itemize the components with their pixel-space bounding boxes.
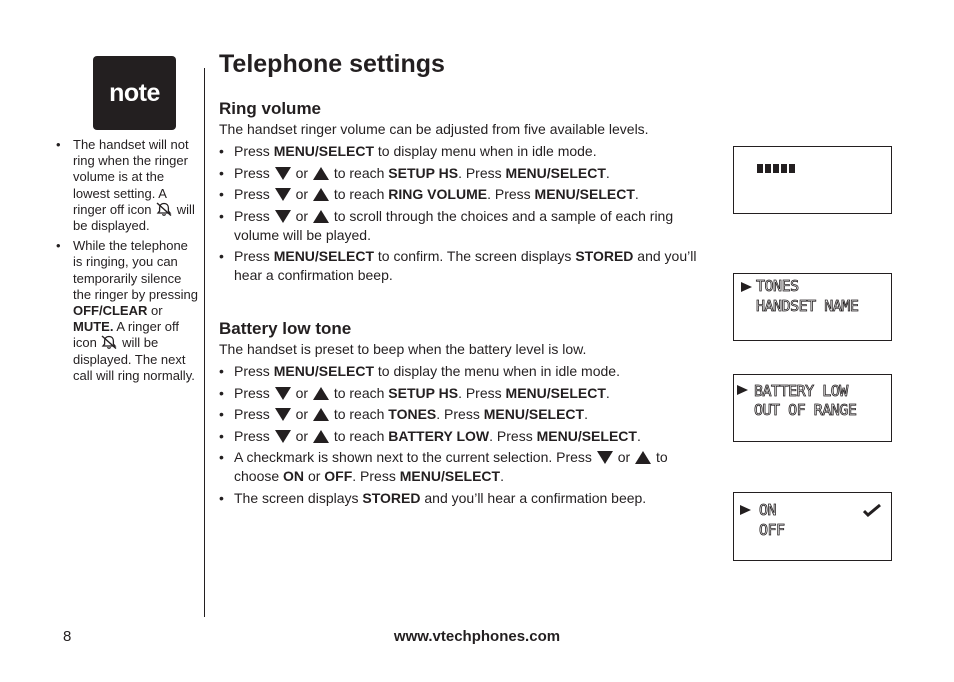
- down-arrow-icon: [275, 188, 291, 201]
- down-arrow-icon: [597, 451, 613, 464]
- checkmark-icon: [863, 503, 881, 517]
- volume-bar: [757, 164, 763, 173]
- down-arrow-icon: [275, 387, 291, 400]
- up-arrow-icon: [313, 408, 329, 421]
- selection-arrow-icon: [737, 385, 748, 395]
- lcd-line: OFF: [759, 521, 785, 539]
- lcd-line: HANDSET NAME: [756, 297, 859, 315]
- selection-arrow-icon: [741, 282, 752, 292]
- volume-level-bars: [757, 164, 795, 173]
- up-arrow-icon: [313, 387, 329, 400]
- lcd-screen-battery: [733, 374, 892, 442]
- selection-arrow-icon: [740, 505, 751, 515]
- down-arrow-icon: [275, 408, 291, 421]
- step-item: • Press or to reach RING VOLUME. Press MENU/SELECT.: [219, 185, 709, 204]
- page-title: Telephone settings: [219, 50, 445, 78]
- ringer-off-icon: [155, 202, 173, 216]
- ringer-off-icon: [100, 335, 118, 349]
- volume-bar: [789, 164, 795, 173]
- battery-low-heading: Battery low tone: [219, 319, 352, 338]
- battery-low-intro: The handset is preset to beep when the battery level is low.: [219, 341, 587, 357]
- footer-url: www.vtechphones.com: [393, 628, 561, 645]
- sidebar-notes: [56, 137, 198, 388]
- step-item: • Press MENU/SELECT to display the menu when in idle mode.: [219, 362, 709, 381]
- lcd-screen-tones: [733, 273, 892, 341]
- page-number: 8: [63, 628, 72, 645]
- step-item: • Press MENU/SELECT to confirm. The screen displays STORED and you’ll hear a confirmation beep.: [219, 247, 709, 285]
- step-item: • Press or to reach SETUP HS. Press MENU/SELECT.: [219, 384, 709, 403]
- step-item: • Press or to reach SETUP HS. Press MENU/SELECT.: [219, 164, 709, 183]
- volume-bar: [765, 164, 771, 173]
- lcd-line: TONES: [756, 277, 799, 295]
- up-arrow-icon: [313, 430, 329, 443]
- step-item: • A checkmark is shown next to the current selection. Press or to choose ON or OFF. Press MENU/SELECT.: [219, 448, 709, 486]
- lcd-line: BATTERY LOW: [754, 382, 848, 400]
- volume-bar: [773, 164, 779, 173]
- up-arrow-icon: [313, 167, 329, 180]
- battery-low-steps: [219, 362, 709, 510]
- column-divider: [204, 68, 205, 617]
- ring-volume-heading: Ring volume: [219, 99, 322, 118]
- step-item: • Press or to reach TONES. Press MENU/SELECT.: [219, 405, 709, 424]
- up-arrow-icon: [635, 451, 651, 464]
- up-arrow-icon: [313, 188, 329, 201]
- lcd-screen-onoff: [733, 492, 892, 561]
- sidebar-tip: • The handset will not ring when the ringer volume is at the lowest setting. A ringer off icon will be displayed.: [56, 137, 198, 234]
- up-arrow-icon: [313, 210, 329, 223]
- step-item: • Press or to reach BATTERY LOW. Press MENU/SELECT.: [219, 427, 709, 446]
- down-arrow-icon: [275, 167, 291, 180]
- note-badge: [93, 56, 176, 130]
- step-item: • The screen displays STORED and you’ll hear a confirmation beep.: [219, 489, 709, 508]
- down-arrow-icon: [275, 430, 291, 443]
- lcd-line: OUT OF RANGE: [754, 401, 857, 419]
- sidebar-tip: • While the telephone is ringing, you can temporarily silence the ringer by pressing OFF/CLEAR or MUTE. A ringer off icon will be displayed. The next call will ring normally.: [56, 238, 198, 384]
- step-item: • Press MENU/SELECT to display menu when in idle mode.: [219, 142, 709, 161]
- note-label: note: [109, 78, 160, 107]
- step-item: • Press or to scroll through the choices and a sample of each ring volume will be played.: [219, 207, 709, 245]
- lcd-screen-volume: [733, 146, 892, 214]
- ring-volume-intro: The handset ringer volume can be adjusted from five available levels.: [219, 121, 649, 137]
- ring-volume-steps: [219, 142, 709, 288]
- down-arrow-icon: [275, 210, 291, 223]
- lcd-line: ON: [759, 501, 777, 519]
- volume-bar: [781, 164, 787, 173]
